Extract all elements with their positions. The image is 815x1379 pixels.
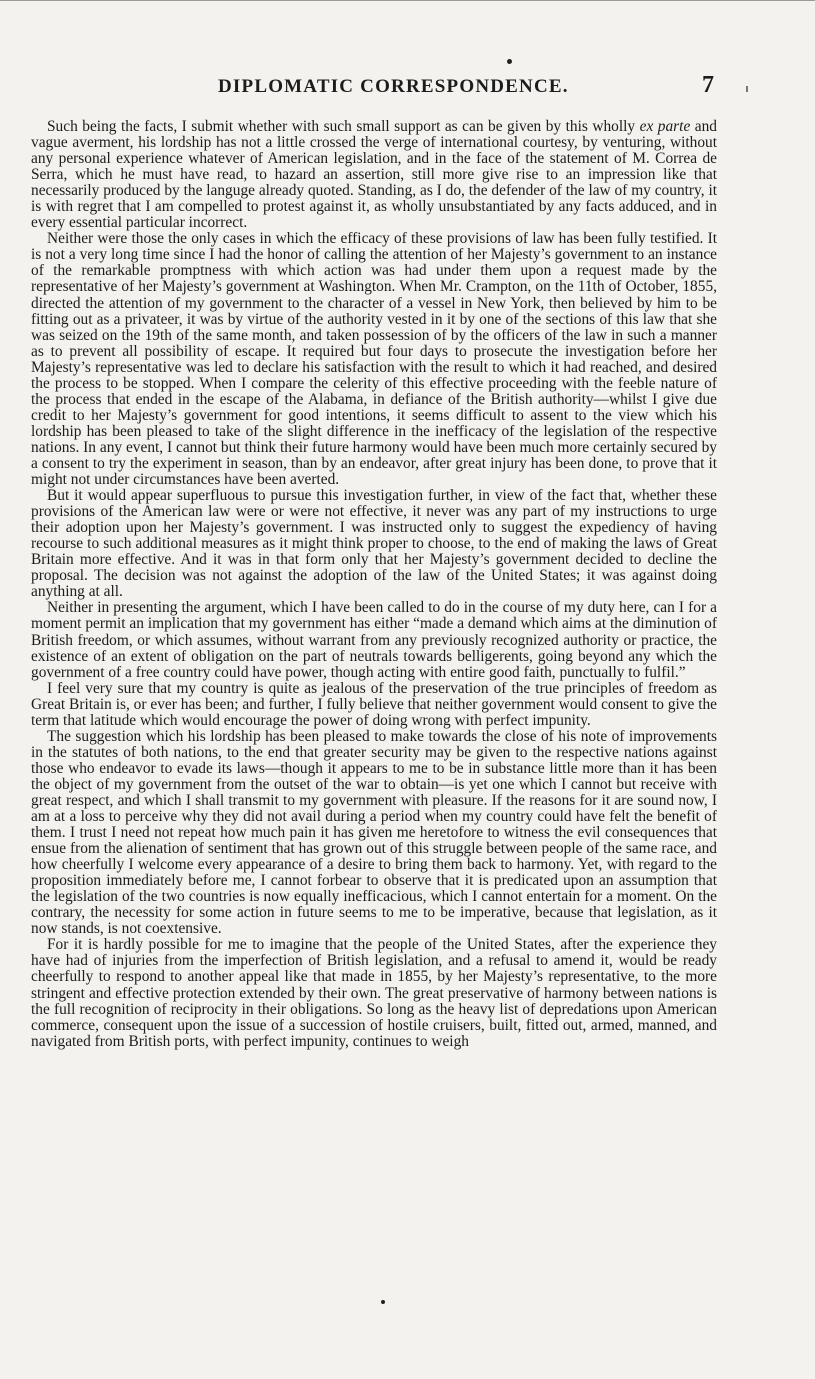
paragraph — [31, 488, 717, 600]
paragraph-text: For it is hardly possible for me to imagine that the people of the United States, after the experience they have had of injuries from the imperfection of British legislation, and a refusal to amend it, would be ready cheerfully to respond to another appeal like that made in 1855, by her Majesty’s representative, to the more stringent and effective protection extended by their own. The great preservative of harmony between nations is the full recognition of reciprocity in their obligations. So long as the heavy list of depredations upon American commerce, consequent upon the issue of a succession of hostile cruisers, built, fitted out, armed, manned, and navigated from British ports, with perfect impunity, continues to weigh — [31, 936, 717, 1050]
paragraph — [31, 600, 717, 680]
paragraph — [31, 681, 717, 729]
paragraph — [31, 231, 717, 488]
body-text — [31, 119, 717, 1050]
paragraph — [31, 119, 717, 231]
italic-text: ex parte — [639, 118, 691, 135]
paragraph-text: But it would appear superfluous to pursue this investigation further, in view of the fact that, whether these provisions of the American law were or were not effective, it never was any part of my instructions to urge their adoption upon her Majesty’s government. I was instructed only to suggest the expediency of having recourse to such additional measures as it might think proper to choose, to the end of making the laws of Great Britain more effective. And it was in that form only that her Majesty’s government decided to decline the proposal. The decision was not against the adoption of the law of the United States; it was against doing anything at all. — [31, 487, 717, 601]
paragraph-text: Neither were those the only cases in which the efficacy of these provisions of law has been fully testified. It is not a very long time since I had the honor of calling the attention of her Majesty’s government to an instance of the remarkable promptness with which action was had under them upon a request made by the representative of her Majesty’s government at Washington. When Mr. Crampton, on the 11th of October, 1855, directed the attention of my government to the character of a vessel in New York, then believed by him to be fitting out as a privateer, it was by virtue of the authority vested in it by one of the sections of this law that she was seized on the 19th of the same month, and taken possession of by the officers of the law in such a manner as to prevent all possibility of escape. It required but four days to prosecute the investigation before her Majesty’s representative was led to declare his satisfaction with the result to which it had reached, and desired the process to be stopped. When I compare the celerity of this effective proceeding with the feeble nature of the process that ended in the escape of the Alabama, in defiance of the British authority—whilst I give due credit to her Majesty’s government for good intentions, it seems difficult to assent to the view which his lordship has been pleased to take of the slight difference in the inefficacy of the legislation of the respective nations. In any event, I cannot but think their future harmony would have been much more certainly secured by a consent to try the experiment in season, than by an endeavor, after great injury has been done, to prove that it might not under circumstances have been averted. — [31, 230, 717, 489]
ink-dot — [507, 59, 512, 64]
running-head: DIPLOMATIC CORRESPONDENCE. — [218, 76, 569, 97]
paragraph-text: and vague averment, his lordship has not a little crossed the verge of international courtesy, by venturing, without any personal experience whatever of American legislation, and in the face of the statement of M. Correa de Serra, which he must have read, to hazard an assertion, still more give rise to an impression like that necessarily produced by the languge already quoted. Standing, as I do, the defender of the law of my country, it is with regret that I am compelled to protest against it, as wholly unsubstantiated by any facts adduced, and in every essential particular incorrect. — [31, 118, 718, 232]
paragraph-text: Neither in presenting the argument, which I have been called to do in the course of my duty here, can I for a moment permit an implication that my government has either “made a demand which aims at the diminution of British freedom, or which assumes, without warrant from any previously recognized authority or practice, the existence of an extent of obligation on the part of neutrals towards belligerents, going beyond any which the government of a free country could have power, though acting with entire good faith, punctually to fulfil.” — [31, 599, 717, 681]
top-rule — [0, 0, 815, 1]
paragraph-text: I feel very sure that my country is quite as jealous of the preservation of the true principles of freedom as Great Britain is, or ever has been; and further, I fully believe that neither government would consent to give the term that latitude which would encourage the power of doing wrong with perfect impunity. — [31, 679, 717, 729]
paragraph-text: The suggestion which his lordship has been pleased to make towards the close of his note of improvements in the statutes of both nations, to the end that greater security may be given to the respective nations against those who endeavor to evade its laws—though it appears to me to be in substance little more than it has been the object of my government from the outset of the war to obtain—is yet one which I cannot but receive with great respect, and which I shall transmit to my government with pleasure. If the reasons for it are sound now, I am at a loss to perceive why they did not avail during a period when my country could have felt the benefit of them. I trust I need not repeat how much pain it has given me heretofore to witness the evil consequences that ensue from the alienation of sentiment that has grown out of this struggle between people of the same race, and how cheerfully I welcome every appearance of a desire to bring them back to harmony. Yet, with regard to the proposition immediately before me, I cannot forbear to observe that it is predicated upon an assumption that the legislation of the two countries is now equally inefficacious, which I cannot entertain for a moment. On the contrary, the necessity for some action in future seems to me to be imperative, because that legislation, as it now stands, is not coextensive. — [31, 727, 717, 938]
paragraph — [31, 937, 717, 1049]
ink-dot-bottom — [381, 1300, 385, 1304]
page-header — [218, 72, 718, 106]
page-number: 7 — [702, 72, 714, 98]
margin-mark — [746, 86, 748, 92]
paragraph — [31, 729, 717, 938]
paragraph-text: Such being the facts, I submit whether with such small support as can be given by this wholly — [47, 118, 640, 135]
